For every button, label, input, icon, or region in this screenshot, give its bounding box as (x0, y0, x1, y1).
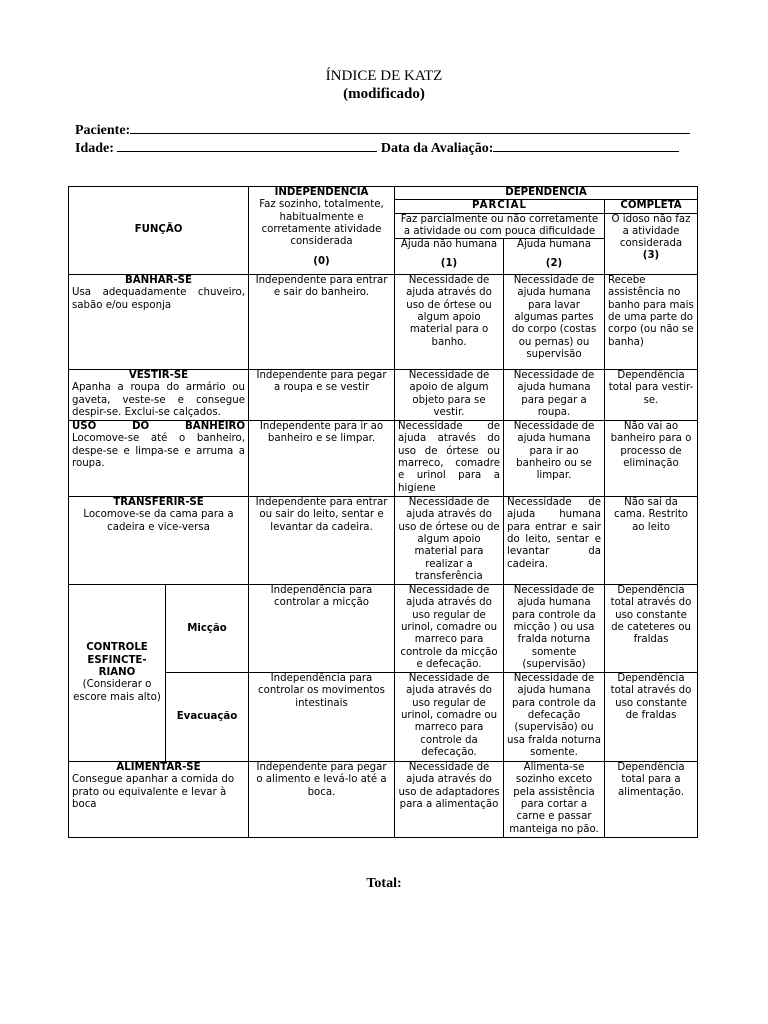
non-human-cell: Necessidade de ajuda através do uso de órtese ou marreco, comadre e urinol para a higiene (395, 421, 504, 497)
complete-cell: Não sai da cama. Restrito ao leito (605, 497, 698, 585)
non-human-cell: Necessidade de ajuda através do uso regular de urinol, comadre ou marreco para controle da micção e defecação. (395, 585, 504, 673)
independence-cell: Independência para controlar os movimentos intestinais (249, 673, 395, 762)
age-field[interactable] (117, 138, 377, 152)
function-desc: Usa adequadamente chuveiro, sabão e/ou esponja (72, 287, 245, 311)
header-partial: PARCIAL (395, 200, 605, 213)
non-human-cell: Necessidade de ajuda através do uso de órtese ou algum apoio material para o banho. (395, 275, 504, 370)
subfunction-miccao: Micção (166, 585, 249, 673)
header-complete-score: (3) (642, 250, 660, 262)
function-cell (69, 497, 249, 585)
header-partial-desc: Faz parcialmente ou não corretamente a atividade ou com pouca dificuldade (395, 213, 605, 239)
human-cell: Necessidade de ajuda humana para lavar algumas partes do corpo (costas ou pernas) ou supervisão (504, 275, 605, 370)
independence-cell: Independente para entrar e sair do banheiro. (249, 275, 395, 370)
page-subtitle: (modificado) (343, 86, 425, 102)
function-cell (69, 762, 249, 838)
table-row (69, 370, 698, 421)
age-date-line (75, 138, 679, 157)
function-cell (69, 585, 166, 762)
function-note: (Considerar o escore mais alto) (73, 679, 161, 703)
non-human-cell: Necessidade de ajuda através do uso de órtese ou de algum apoio material para realizar a transferência (395, 497, 504, 585)
function-name: ALIMENTAR-SE (116, 762, 201, 774)
function-name: VESTIR-SE (128, 370, 189, 382)
header-independence-desc: Faz sozinho, totalmente, habitualmente e corretamente atividade considerada (259, 199, 384, 248)
patient-label: Paciente: (75, 123, 131, 138)
function-desc: Consegue apanhar a comida do prato ou equivalente e levar à boca (72, 774, 235, 811)
non-human-cell: Necessidade de ajuda através do uso de adaptadores para a alimentação (395, 762, 504, 838)
header-non-human: Ajuda não humana (400, 239, 498, 251)
header-dependence: DEPENDÊNCIA (395, 187, 698, 200)
function-name: BANHAR-SE (125, 275, 192, 287)
non-human-cell: Necessidade de ajuda através do uso regular de urinol, comadre ou marreco para controle da defecação. (395, 673, 504, 762)
date-label: Data da Avaliação: (380, 141, 494, 156)
human-cell: Necessidade de ajuda humana para controle da defecação (supervisão) ou usa fralda noturna somente. (504, 673, 605, 762)
header-complete-desc: O idoso não faz a atividade considerada (605, 213, 697, 251)
human-cell: Necessidade de ajuda humana para ir ao banheiro ou se limpar. (504, 421, 605, 497)
header-complete-cell (605, 200, 698, 275)
header-non-human-score: (1) (440, 258, 458, 270)
patient-field[interactable] (130, 120, 690, 134)
table-row (69, 497, 698, 585)
function-name: TRANSFERIR-SE (113, 497, 204, 509)
complete-cell: Dependência total através do uso constante de fraldas (605, 673, 698, 762)
non-human-cell: Necessidade de apoio de algum objeto para se vestir. (395, 370, 504, 421)
function-name: USO DO BANHEIRO (72, 421, 245, 433)
independence-cell: Independente para entrar ou sair do leito, sentar e levantar da cadeira. (249, 497, 395, 585)
subfunction-evacuacao: Evacuação (166, 673, 249, 762)
date-field[interactable] (493, 138, 679, 152)
independence-cell: Independência para controlar a micção (249, 585, 395, 673)
complete-cell: Recebe assistência no banho para mais de uma parte do corpo (ou não se banha) (605, 275, 698, 370)
header-independence-cell (249, 187, 395, 275)
header-independence-score: (0) (313, 256, 330, 268)
header-independence: INDEPENDÊNCIA (274, 187, 369, 198)
human-cell: Necessidade de ajuda humana para controle da micção ) ou usa fralda noturna somente (supervisão) (504, 585, 605, 673)
header-complete: COMPLETA (620, 200, 682, 212)
function-cell (69, 421, 249, 497)
function-desc: Apanha a roupa do armário ou gaveta, veste-se e consegue despir-se. Exclui-se calçados. (72, 382, 245, 419)
katz-table (68, 186, 698, 838)
human-cell: Necessidade de ajuda humana para entrar e sair do leito, sentar e levantar da cadeira. (504, 497, 605, 585)
function-name: CONTROLE ESFINCTE-RIANO (86, 642, 148, 679)
header-function: FUNÇÃO (69, 187, 249, 275)
function-cell (69, 275, 249, 370)
complete-cell: Dependência total para vestir-se. (605, 370, 698, 421)
complete-cell: Dependência total através do uso constante de cateteres ou fraldas (605, 585, 698, 673)
independence-cell: Independente para pegar a roupa e se vestir (249, 370, 395, 421)
header-human: Ajuda humana (517, 239, 591, 251)
function-desc: Locomove-se da cama para a cadeira e vice-versa (83, 509, 234, 533)
complete-cell: Dependência total para a alimentação. (605, 762, 698, 838)
header-human-score: (2) (545, 258, 563, 270)
table-row (69, 421, 698, 497)
human-cell: Alimenta-se sozinho exceto pela assistência para cortar a carne e passar manteiga no pão. (504, 762, 605, 838)
human-cell: Necessidade de ajuda humana para pegar a roupa. (504, 370, 605, 421)
header-human-cell (504, 239, 605, 275)
independence-cell: Independente para ir ao banheiro e se limpar. (249, 421, 395, 497)
page-title: ÍNDICE DE KATZ (325, 68, 443, 84)
complete-cell: Não vai ao banheiro para o processo de eliminação (605, 421, 698, 497)
patient-line (75, 120, 690, 139)
function-cell (69, 370, 249, 421)
table-row (69, 585, 698, 673)
independence-cell: Independente para pegar o alimento e levá-lo até a boca. (249, 762, 395, 838)
table-row (69, 275, 698, 370)
table-row (69, 762, 698, 838)
total-label: Total: (366, 876, 402, 891)
header-non-human-cell (395, 239, 504, 275)
age-label: Idade: (75, 141, 114, 156)
function-desc: Locomove-se até o banheiro, despe-se e limpa-se e arruma a roupa. (72, 433, 245, 470)
